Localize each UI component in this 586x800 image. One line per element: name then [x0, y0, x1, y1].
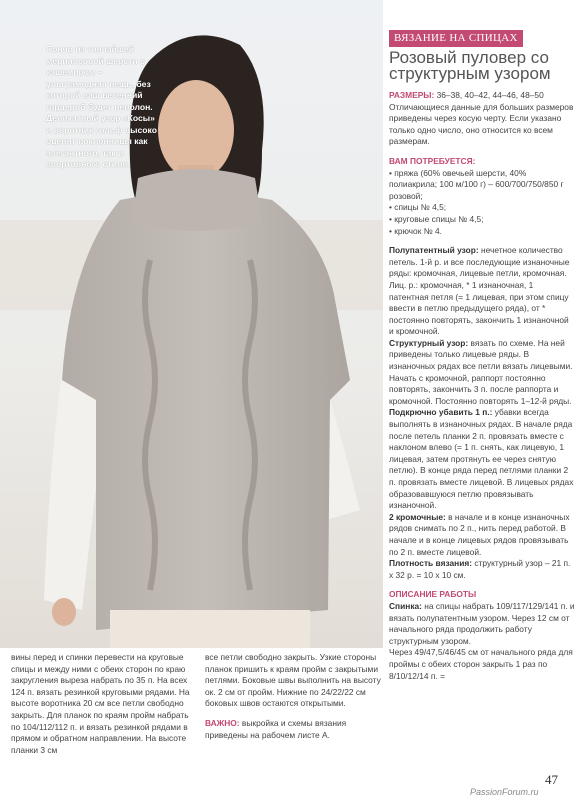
- pattern-block-label: Структурный узор:: [389, 337, 469, 348]
- page-number: 47: [545, 772, 558, 787]
- pattern-block-4: [389, 512, 575, 558]
- watermark: PassionForum.ru: [470, 787, 539, 797]
- important-label: ВАЖНО:: [205, 717, 240, 728]
- materials-item: • крючок № 4.: [389, 225, 442, 236]
- work-paragraph: [389, 601, 575, 647]
- pattern-block-label: Плотность вязания:: [389, 558, 473, 569]
- pattern-block-1: [389, 245, 575, 338]
- pattern-block-3: [389, 407, 575, 511]
- pattern-block-text: нечетное количество петель. 1-й р. и все последующие изнаночные ряды: кромочная, лицевые петли, кромочная. Лиц. р.: кромочная, * 1 изнаночная, 1 патентная петля (= 1 лицевая, при этом спицу ввести в петлю предыдущего ряда), от * постоянно повторять, закончить 1 изнаночной и кромочной.: [389, 245, 570, 337]
- pattern-block-2: [389, 338, 575, 408]
- sizes-note: Отличающиеся данные для больших размеров приведены через косую черту. Если указано только одно число, оно относится ко всем размерам.: [389, 101, 574, 147]
- important-note: [205, 718, 381, 741]
- pattern-block-text: структурный узор – 21 п. x 32 р. = 10 x 10 см.: [389, 558, 571, 580]
- work-heading: ОПИСАНИЕ РАБОТЫ: [389, 589, 477, 600]
- materials-list: [389, 168, 575, 238]
- important-text: выкройка и схемы вязания приведены на рабочем листе А.: [205, 717, 347, 740]
- work-paragraph-2: Через 49/47,5/46/45 см от начального ряда для проймы с обеих сторон закрыть 1 раз по 8/10/12/14 п. =: [389, 647, 573, 681]
- materials-item: • пряжа (60% овечьей шерсти, 40% полиакрила; 100 м/100 г) – 600/700/750/850 г розовой;: [389, 167, 564, 201]
- pattern-block-text: убавки всегда выполнять в изнаночных рядах. В начале ряда после петель планки 2 п. провязать вместе с наклоном влево (= 1 п. снять, как лицевую, 1 лицевая, затем протянуть ее через снятую петлю). В конце ряда перед петлями планки 2 п. провязать вместе лицевой. В лицевых рядах образовавшуюся петлю провязывать изнаночной.: [389, 407, 574, 511]
- pattern-block-label: Подкрючно убавить 1 п.:: [389, 407, 493, 418]
- sizes-label: РАЗМЕРЫ:: [389, 90, 435, 100]
- pattern-block-label: Полупатентный узор:: [389, 245, 479, 256]
- photo-caption: Пончо из тончайшей мериносовой шерсти с кашемиром – ультрамодная вещь, без которой ваш весенний гардероб будет неполон. Деликатный узор «Косы» и воротник гольф высоко оценят поклонницы как элегантного, так и спортивного стиля.: [46, 44, 157, 169]
- bottom-column-2-text: все петли свободно закрыть. Узкие стороны планок пришить к краям пройм с закрытыми петлями. Боковые швы выполнить на высоту ок. 2 см от пройм. Нижние по 24/22/22 см боковых швов остаются открытыми.: [205, 652, 381, 709]
- pattern-block-text: вязать по схеме. На ней приведены только лицевые ряды. В изнаночных рядах все петли вязать лицевыми. Начать с кромочной, раппорт постоянно повторять, закончить 3 п. после раппорта и кромочной. Постоянно повторять 1–12-й ряды.: [389, 337, 573, 406]
- work-text: на спицы набрать 109/117/129/141 п. и вязать полупатентным узором. Через 12 см от начального ряда продолжить работу структурным узором.: [389, 600, 575, 646]
- materials-heading: ВАМ ПОТРЕБУЕТСЯ:: [389, 155, 476, 166]
- pattern-block-text: в начале и в конце изнаночных рядов снимать по 2 п., нить перед работой. В начале и в конце лицевых рядов провязывать по 2 п. вместе лицевой.: [389, 511, 570, 557]
- right-column: [389, 30, 575, 682]
- pattern-block-label: 2 кромочные:: [389, 511, 446, 522]
- article-title: Розовый пуловер со структурным узором: [389, 48, 551, 83]
- pattern-block-5: [389, 558, 575, 581]
- bottom-column-1: вины перед и спинки перевести на круговые спицы и между ними с обеих сторон по краю закругления выреза набрать по 35 п. На всех 124 п. вязать резинкой круговыми рядами. На высоте воротника 20 см все петли свободно закрыть. Для планок по краям пройм набрать по 104/112/112 п. и вязать резинкой рядами в прямом и обратном направлении. На высоте планки 3 см: [11, 652, 190, 755]
- sizes-value: 36–38, 40–42, 44–46, 48–50: [434, 90, 544, 100]
- materials-item: • круговые спицы № 4,5;: [389, 213, 484, 224]
- materials-item: • спицы № 4,5;: [389, 202, 447, 213]
- section-tag: ВЯЗАНИЕ НА СПИЦАХ: [389, 30, 523, 47]
- sizes-paragraph: [389, 90, 575, 102]
- bottom-column-2: [205, 652, 381, 741]
- work-label: Спинка:: [389, 600, 422, 611]
